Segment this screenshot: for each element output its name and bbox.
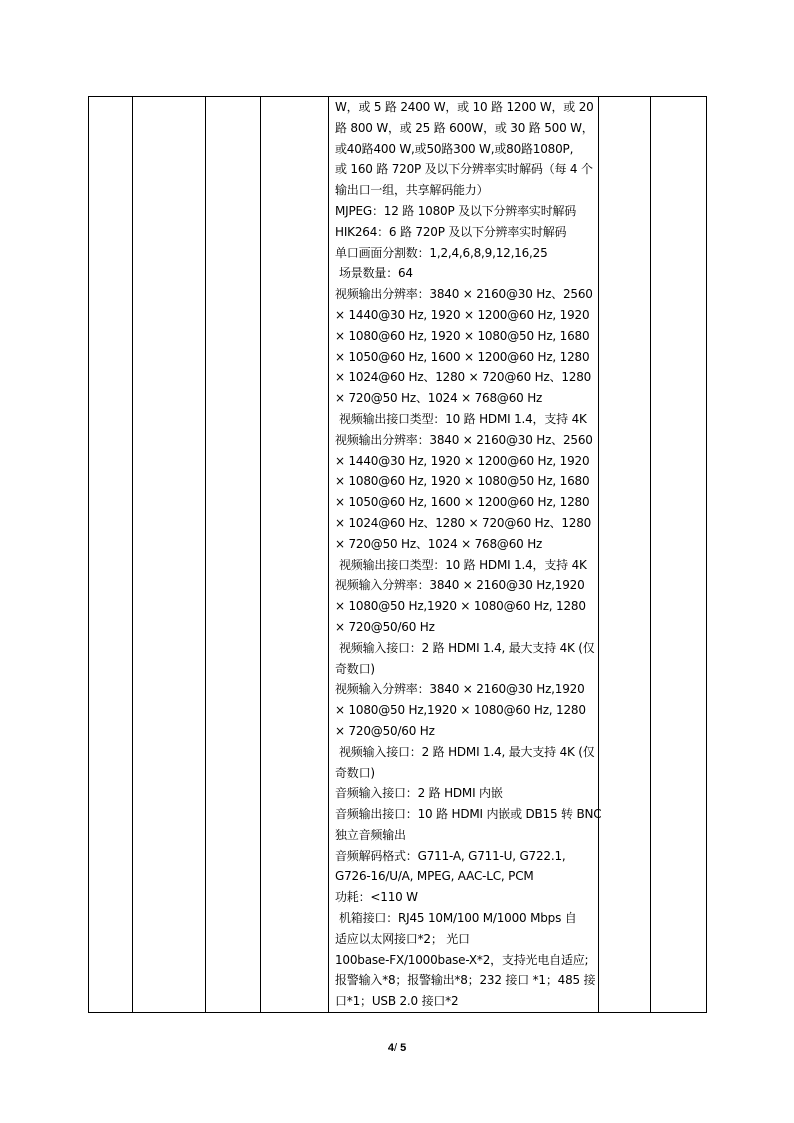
spec-line: × 1080@60 Hz, 1920 × 1080@50 Hz, 1680 [335,328,590,343]
table-row [89,97,707,1013]
spec-line: 输出口一组，共享解码能力） [335,183,489,198]
spec-line: × 720@50/60 Hz [335,723,435,738]
spec-line: 100base-FX/1000base-X*2，支持光电自适应; [335,952,589,967]
table-cell-specification [329,97,602,1013]
spec-line: 音频解码格式：G711-A, G711-U, G722.1, [335,848,566,863]
spec-line: × 1080@50 Hz,1920 × 1080@60 Hz, 1280 [335,703,586,718]
spec-line: G726-16/U/A, MPEG, AAC-LC, PCM [335,869,534,884]
spec-line: 独立音频输出 [335,827,406,842]
spec-line: 视频输入分辨率：3840 × 2160@30 Hz,1920 [335,682,585,697]
spec-line: × 1024@60 Hz、1280 × 720@60 Hz、1280 [335,370,592,385]
spec-line: 奇数口) [335,765,375,780]
page-number-current: 4 [387,1042,394,1054]
spec-line: × 1080@50 Hz,1920 × 1080@60 Hz, 1280 [335,599,586,614]
specification-text [335,97,602,1012]
table-cell-name [133,97,206,1013]
spec-table [88,96,707,1013]
spec-line: MJPEG：12 路 1080P 及以下分辨率实时解码 [335,203,577,218]
spec-line: × 1050@60 Hz, 1600 × 1200@60 Hz, 1280 [335,495,590,510]
spec-line: × 1440@30 Hz, 1920 × 1200@60 Hz, 1920 [335,453,590,468]
spec-line: × 720@50/60 Hz [335,619,435,634]
spec-line: 视频输出接口类型：10 路 HDMI 1.4，支持 4K [339,557,587,572]
spec-line: 功耗：<110 W [335,890,418,905]
spec-line: HIK264：6 路 720P 及以下分辨率实时解码 [335,224,567,239]
spec-line: 适应以太网接口*2； 光口 [335,931,470,946]
spec-line: 场景数量：64 [339,266,413,281]
table-cell-remark [651,97,707,1013]
spec-line: 音频输出接口：10 路 HDMI 内嵌或 DB15 转 BNC [335,807,602,822]
page-number-separator: / [393,1042,401,1054]
spec-line: 视频输入接口：2 路 HDMI 1.4, 最大支持 4K (仅 [339,640,595,655]
spec-line: 口*1；USB 2.0 接口*2 [335,994,459,1009]
page-number [0,1042,794,1054]
spec-line: W，或 5 路 2400 W，或 10 路 1200 W，或 20 [335,100,594,114]
table-cell-index [89,97,133,1013]
table-cell-unit [206,97,261,1013]
spec-line: × 1080@60 Hz, 1920 × 1080@50 Hz, 1680 [335,474,590,489]
spec-line: 或40路400 W,或50路300 W,或80路1080P, [335,141,574,156]
table-cell-price [599,97,651,1013]
spec-line: 视频输入接口：2 路 HDMI 1.4, 最大支持 4K (仅 [339,744,595,759]
spec-line: 单口画面分割数：1,2,4,6,8,9,12,16,25 [335,245,548,260]
spec-line: 视频输出接口类型：10 路 HDMI 1.4，支持 4K [339,411,587,426]
spec-line: 视频输出分辨率：3840 × 2160@30 Hz、2560 [335,287,593,302]
spec-line: 视频输出分辨率：3840 × 2160@30 Hz、2560 [335,432,593,447]
spec-line: × 1440@30 Hz, 1920 × 1200@60 Hz, 1920 [335,307,590,322]
spec-line: × 1024@60 Hz、1280 × 720@60 Hz、1280 [335,515,592,530]
page-number-total: 5 [400,1042,407,1054]
table-cell-quantity [261,97,329,1013]
spec-line: 报警输入*8；报警输出*8；232 接口 *1；485 接 [335,973,596,988]
spec-line: 奇数口) [335,661,375,676]
spec-line: 或 160 路 720P 及以下分辨率实时解码（每 4 个 [335,162,593,177]
spec-line: 视频输入分辨率：3840 × 2160@30 Hz,1920 [335,578,585,593]
spec-line: × 1050@60 Hz, 1600 × 1200@60 Hz, 1280 [335,349,590,364]
spec-line: 音频输入接口：2 路 HDMI 内嵌 [335,786,503,801]
spec-line: × 720@50 Hz、1024 × 768@60 Hz [335,391,543,406]
spec-line: × 720@50 Hz、1024 × 768@60 Hz [335,536,543,551]
spec-line: 机箱接口：RJ45 10M/100 M/1000 Mbps 自 [339,911,577,926]
spec-line: 路 800 W，或 25 路 600W，或 30 路 500 W， [335,120,594,135]
